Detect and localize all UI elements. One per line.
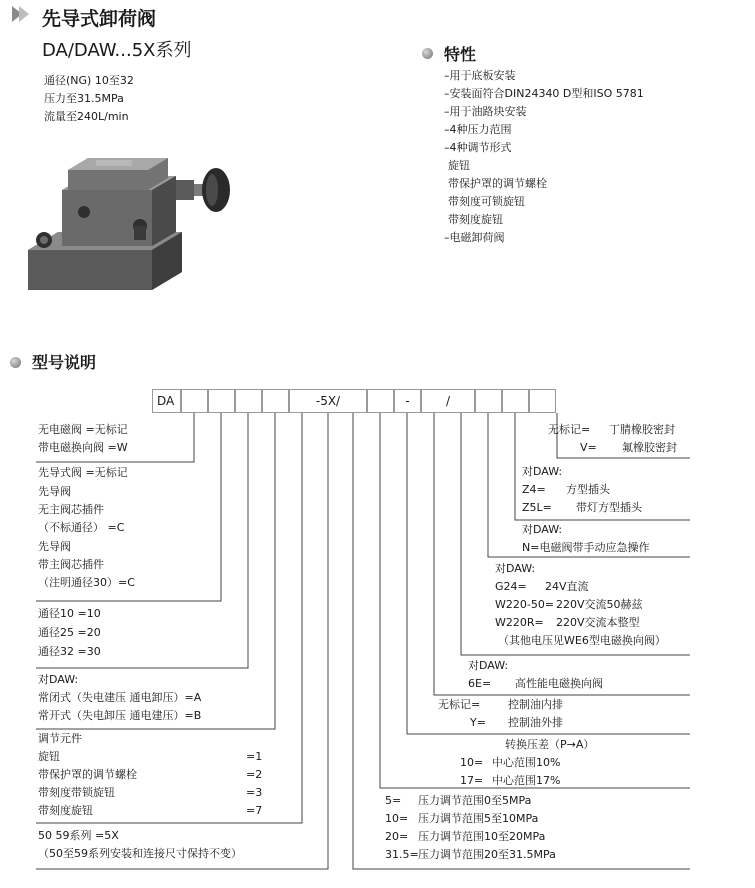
option-line: 带电磁换向阀 =W [38, 441, 128, 454]
option-desc: 控制油内排 [508, 698, 563, 711]
option-line: 通径32 =30 [38, 645, 101, 658]
option-line: （不标通径） =C [38, 521, 125, 534]
option-code: =7 [246, 804, 263, 817]
option-line: 通径25 =20 [38, 626, 101, 639]
option-code: W220-50= [495, 598, 555, 611]
code-box [181, 389, 208, 413]
spec-line: 流量至240L/min [44, 110, 129, 123]
option-code: =1 [246, 750, 263, 763]
code-box [208, 389, 235, 413]
option-line: 先导阀 [38, 540, 71, 553]
option-desc: 控制油外排 [508, 716, 563, 729]
option-desc: 氟橡胶密封 [622, 441, 677, 454]
option-line: 常开式（失电卸压 通电建压）=B [38, 709, 202, 722]
option-label: 调节元件 [38, 732, 82, 745]
code-box [475, 389, 502, 413]
model-title: 型号说明 [32, 353, 97, 372]
feature-item: –用于底板安装 [444, 69, 516, 82]
option-line: 先导式阀 =无标记 [38, 466, 128, 479]
code-box [502, 389, 529, 413]
code-box [367, 389, 394, 413]
option-code: =2 [246, 768, 263, 781]
option-line: 通径10 =10 [38, 607, 101, 620]
code-box: -5X/ [289, 389, 367, 413]
feature-item: –电磁卸荷阀 [444, 231, 505, 244]
option-label: 带保护罩的调节螺栓 [38, 768, 137, 781]
option-desc: 带灯方型插头 [576, 501, 642, 514]
product-series: DA/DAW...5X系列 [42, 40, 192, 61]
spec-line: 压力至31.5MPa [44, 92, 124, 105]
section-bullet-icon [10, 357, 21, 368]
option-head: 对DAW: [522, 465, 563, 478]
option-desc: 24V直流 [545, 580, 589, 593]
option-head: 对DAW: [468, 659, 509, 672]
option-code: W220R= [495, 616, 544, 629]
option-line: （50至59系列安装和连接尺寸保持不变） [38, 847, 242, 860]
feature-item: –用于油路块安装 [444, 105, 527, 118]
section-bullet-icon [422, 48, 433, 59]
option-desc: 中心范围10% [492, 756, 561, 769]
code-box: DA [152, 389, 181, 413]
option-label: 旋钮 [38, 750, 60, 763]
feature-item: –4种调节形式 [444, 141, 512, 154]
option-code: Z4= [522, 483, 546, 496]
option-code: 无标记= [548, 423, 591, 436]
feature-item: –4种压力范围 [444, 123, 512, 136]
option-desc: 中心范围17% [492, 774, 561, 787]
code-box: / [421, 389, 475, 413]
option-desc: 压力调节范围0至5MPa [418, 794, 532, 807]
option-line: 常闭式（失电建压 通电卸压）=A [38, 691, 202, 704]
option-note: （其他电压见WE6型电磁换向阀） [498, 634, 666, 647]
option-line: 对DAW: [38, 673, 79, 686]
option-desc: 压力调节范围20至31.5MPa [418, 848, 556, 861]
option-code: 5= [385, 794, 402, 807]
option-desc: 丁腈橡胶密封 [609, 423, 675, 436]
option-head: 对DAW: [495, 562, 536, 575]
option-label: 带刻度旋钮 [38, 804, 93, 817]
feature-item: –安装面符合DIN24340 D型和ISO 5781 [444, 87, 644, 100]
feature-item: 带保护罩的调节螺栓 [448, 177, 547, 190]
option-line: N=电磁阀带手动应急操作 [522, 541, 650, 554]
product-title: 先导式卸荷阀 [42, 8, 157, 30]
option-line: 50 59系列 =5X [38, 829, 119, 842]
option-code: =3 [246, 786, 263, 799]
feature-item: 带刻度旋钮 [448, 213, 503, 226]
option-code: 20= [385, 830, 409, 843]
option-desc: 220V交流本整型 [556, 616, 640, 629]
option-code: 10= [460, 756, 484, 769]
option-desc: 220V交流50赫兹 [556, 598, 643, 611]
code-box [529, 389, 556, 413]
option-line: （注明通径30）=C [38, 576, 135, 589]
code-box: - [394, 389, 421, 413]
option-code: G24= [495, 580, 527, 593]
option-code: 10= [385, 812, 409, 825]
option-code: 6E= [468, 677, 492, 690]
code-box [262, 389, 289, 413]
option-line: 无主阀芯插件 [38, 503, 104, 516]
option-code: 31.5= [385, 848, 419, 861]
option-code: 无标记= [438, 698, 481, 711]
feature-item: 旋钮 [448, 159, 470, 172]
option-desc: 压力调节范围5至10MPa [418, 812, 539, 825]
feature-item: 带刻度可锁旋钮 [448, 195, 525, 208]
features-title: 特性 [444, 45, 477, 64]
option-line: 带主阀芯插件 [38, 558, 104, 571]
option-desc: 压力调节范围10至20MPa [418, 830, 546, 843]
option-desc: 高性能电磁换向阀 [515, 677, 603, 690]
option-line: 先导阀 [38, 485, 71, 498]
code-box [235, 389, 262, 413]
spec-line: 通径(NG) 10至32 [44, 74, 134, 87]
option-head: 对DAW: [522, 523, 563, 536]
option-desc: 方型插头 [566, 483, 610, 496]
option-head: 转换压差（P→A） [505, 738, 595, 751]
option-label: 带刻度带锁旋钮 [38, 786, 115, 799]
option-code: V= [580, 441, 597, 454]
option-code: Z5L= [522, 501, 552, 514]
option-code: 17= [460, 774, 484, 787]
option-line: 无电磁阀 =无标记 [38, 423, 128, 436]
option-code: Y= [470, 716, 486, 729]
